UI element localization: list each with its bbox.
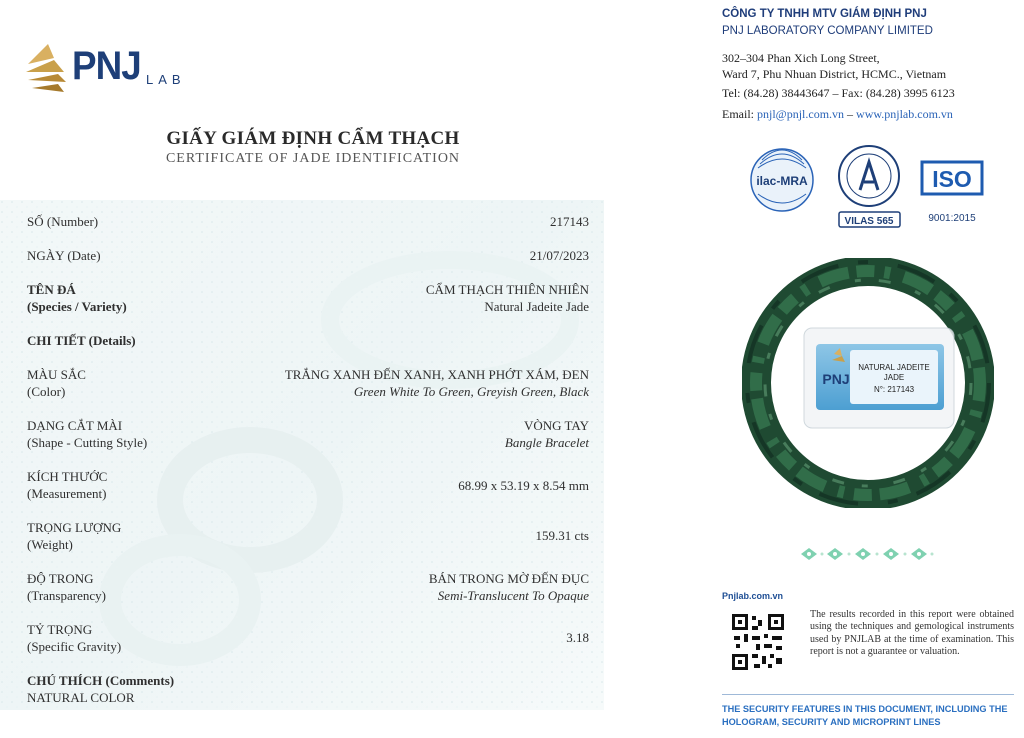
company-name-vn: CÔNG TY TNHH MTV GIÁM ĐỊNH PNJ	[722, 8, 927, 20]
footer-site-link[interactable]: Pnjlab.com.vn	[722, 591, 784, 601]
email-label: Email:	[722, 107, 757, 121]
shape-label	[27, 417, 147, 451]
shape-label-en: (Shape - Cutting Style)	[27, 435, 148, 450]
transparency-label	[27, 570, 106, 604]
color-label	[27, 366, 86, 400]
shape-value-en: Bangle Bracelet	[504, 435, 589, 450]
species-value	[426, 281, 589, 315]
measurement-value: 68.99 x 53.19 x 8.54 mm	[458, 478, 589, 493]
jade-bangle-image	[742, 258, 994, 508]
vilas-label: VILAS 565	[844, 216, 894, 227]
logo-sub-text: LAB	[146, 72, 186, 87]
transparency-value	[429, 570, 589, 604]
lab-info-panel	[712, 0, 1024, 738]
color-value-en: Green White To Green, Greyish Green, Black	[353, 384, 589, 399]
pnj-logo-mark-icon	[24, 42, 70, 96]
iso-badge-icon	[922, 162, 982, 224]
transparency-label-vn: ĐỘ TRONG	[27, 571, 94, 586]
details-heading: CHI TIẾT (Details)	[27, 333, 136, 348]
iso-standard: 9001:2015	[928, 213, 976, 224]
shape-value-vn: VÒNG TAY	[523, 418, 589, 433]
ilac-mra-badge-icon	[751, 149, 813, 211]
comments-value: NATURAL COLOR	[27, 690, 135, 705]
logo-brand-text: PNJ	[72, 44, 141, 88]
number-value: 217143	[550, 214, 589, 229]
color-value-vn: TRẮNG XANH ĐẾN XANH, XANH PHỚT XÁM, ĐEN	[284, 367, 589, 382]
species-label-en: (Species / Variety)	[27, 299, 127, 314]
email-separator: –	[844, 107, 857, 121]
gravity-label-vn: TỶ TRỌNG	[27, 622, 93, 637]
weight-label	[27, 519, 121, 553]
tag-brand: PNJ	[822, 371, 850, 387]
jade-bangle-photo	[742, 258, 994, 508]
shape-value	[505, 417, 589, 451]
certificate-title-en: CERTIFICATE OF JADE IDENTIFICATION	[165, 151, 461, 166]
qr-code-icon[interactable]	[730, 612, 786, 672]
website-link[interactable]: www.pnjlab.com.vn	[856, 107, 953, 121]
weight-value: 159.31 cts	[535, 528, 589, 543]
species-label-vn: TÊN ĐÁ	[27, 282, 76, 297]
measurement-label-vn: KÍCH THƯỚC	[27, 469, 108, 484]
transparency-value-en: Semi-Translucent To Opaque	[437, 588, 589, 603]
weight-label-vn: TRỌNG LƯỢNG	[27, 520, 122, 535]
accreditation-badges-graphic	[748, 140, 988, 232]
tel-fax-line: Tel: (84.28) 38443647 – Fax: (84.28) 3995 6123	[722, 86, 955, 100]
tag-number: N°: 217143	[873, 385, 915, 394]
tag-line-2: JADE	[883, 373, 905, 382]
accreditation-badges	[748, 140, 988, 232]
email-link[interactable]: pnjl@pnjl.com.vn	[757, 107, 845, 121]
company-name-en: PNJ LABORATORY COMPANY LIMITED	[722, 25, 933, 37]
security-divider	[722, 694, 1014, 695]
gravity-value: 3.18	[566, 630, 589, 645]
vilas-badge-icon	[839, 146, 900, 227]
gravity-label-en: (Specific Gravity)	[27, 639, 122, 654]
transparency-label-en: (Transparency)	[27, 588, 106, 603]
ilac-label: ilac-MRA	[756, 174, 808, 188]
number-label: SỐ (Number)	[27, 214, 99, 229]
color-value	[285, 366, 589, 400]
weight-label-en: (Weight)	[27, 537, 73, 552]
security-features-note: THE SECURITY FEATURES IN THIS DOCUMENT, INCLUDING THE HOLOGRAM, SECURITY AND MICROPRINT LINES	[722, 704, 1008, 727]
date-label: NGÀY (Date)	[27, 248, 101, 263]
pnj-lab-logo	[24, 42, 214, 100]
species-label	[27, 281, 127, 315]
disclaimer-text: The results recorded in this report were obtained using the techniques and gemological instruments used by PNJLAB at the time of examination. This report is not a guarantee or valuation.	[810, 609, 1014, 658]
address-line-2: Ward 7, Phu Nhuan District, HCMC., Vietnam	[722, 67, 947, 81]
shape-label-vn: DẠNG CẮT MÀI	[27, 418, 123, 433]
comments-heading: CHÚ THÍCH (Comments)	[27, 673, 175, 688]
email-line	[722, 107, 953, 122]
gravity-label	[27, 621, 121, 655]
measurement-label-en: (Measurement)	[27, 486, 107, 501]
species-value-vn: CẨM THẠCH THIÊN NHIÊN	[425, 282, 589, 297]
measurement-label	[27, 468, 107, 502]
tag-line-1: NATURAL JADEITE	[858, 363, 930, 372]
iso-label: ISO	[932, 166, 972, 192]
address-line-1: 302–304 Phan Xich Long Street,	[722, 51, 880, 65]
transparency-value-vn: BÁN TRONG MỜ ĐẾN ĐỤC	[428, 571, 589, 586]
certificate-title-vn: GIẤY GIÁM ĐỊNH CẨM THẠCH	[166, 128, 460, 149]
species-value-en: Natural Jadeite Jade	[484, 299, 589, 314]
ornament-divider-icon	[797, 542, 937, 566]
color-label-en: (Color)	[27, 384, 66, 399]
color-label-vn: MÀU SẮC	[27, 367, 86, 382]
date-value: 21/07/2023	[529, 248, 589, 263]
comments-label	[27, 672, 174, 706]
